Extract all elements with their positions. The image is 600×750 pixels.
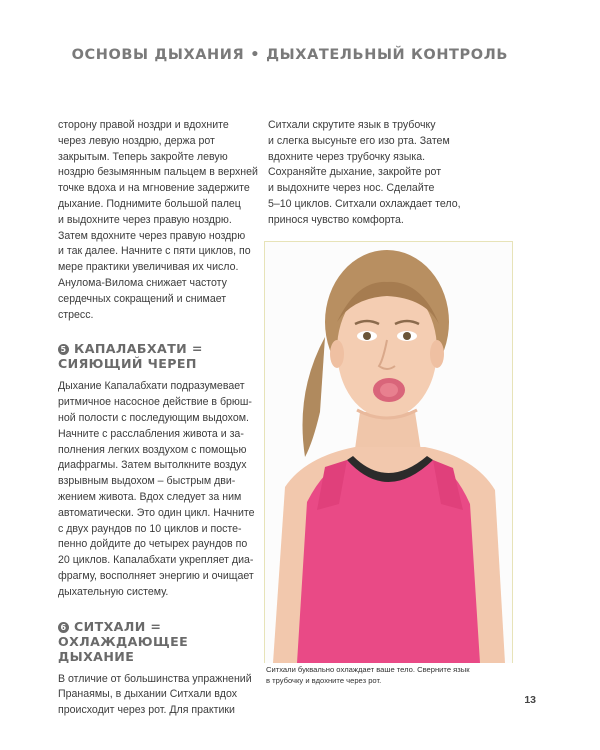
header-chapter-title: ДЫХАТЕЛЬНЫЙ КОНТРОЛЬ [266,47,508,63]
page-number: 13 [524,694,536,706]
intro-paragraph: сторону правой ноздри и вдохните через левую ноздрю, держа рот закрытым. Теперь закройте левую ноздрю безымянным пальцем в верхней точке вдоха и на мгновение задержите дыхание. Поднимите большой палец и выдохните через правую ноздрю. Затем вдохните через правую ноздрю и так далее. Начните с пяти циклов, по мере практики увеличивая их число. Анулома-Вилома снижает частоту сердечных сокращений и снимает стресс. [58,119,258,321]
running-header [72,47,508,63]
right-iris [403,332,411,340]
left-ear [330,340,344,368]
section-5-heading [58,341,258,371]
section-6-paragraph: В отличие от большинства упражнений Пранаямы, в дыхании Ситхали вдох происходит через рот. Для практики [58,672,252,717]
section-5-title-line1: КАПАЛАБХАТИ = [74,341,203,357]
section-5-number: 5 [58,344,69,355]
section-6-title-line2: ОХЛАЖДАЮЩЕЕ ДЫХАНИЕ [58,633,189,664]
right-ear [430,340,444,368]
photo-caption: Ситхали буквально охлаждает ваше тело. Сверните язык в трубочку и вдохните через рот. [266,665,470,685]
tongue [380,383,398,397]
photo-frame [264,241,513,663]
header-separator: • [250,47,261,63]
woman-sitkali-photo [265,242,512,663]
left-column [58,118,258,719]
right-column [268,118,508,229]
section-6-title-line1: СИТХАЛИ = [74,618,162,634]
header-section-title: ОСНОВЫ ДЫХАНИЯ [71,47,245,63]
left-iris [363,332,371,340]
section-5-paragraph: Дыхание Капалабхати подразумевает ритмичное насосное действие в брюш- ной полости с последующим выдохом. Начните с расслабления живота и за- полнения легких воздухом с помощью диафрагмы. Затем вытолкните воздух взрывным выдохом – быстрым дви- жением живота. Вдох следует за ним автоматически. Это один цикл. Начните с двух раундов по 10 циклов и посте- пенно дойдите до четырех раундов по 20 циклов. Капалабхати укрепляет диа- фрагму, восполняет энергию и очищает дыхательную систему. [58,380,255,598]
section-5-title-line2: СИЯЮЩИЙ ЧЕРЕП [58,356,197,372]
section-6-heading [58,619,258,664]
section-6-number: 6 [58,622,69,633]
right-paragraph: Ситхали скрутите язык в трубочку и слегка высуньте его изо рта. Затем вдохните через трубочку языка. Сохраняйте дыхание, закройте рот и выдохните через нос. Сделайте 5–10 циклов. Ситхали охлаждает тело, принося чувство комфорта. [268,119,461,226]
